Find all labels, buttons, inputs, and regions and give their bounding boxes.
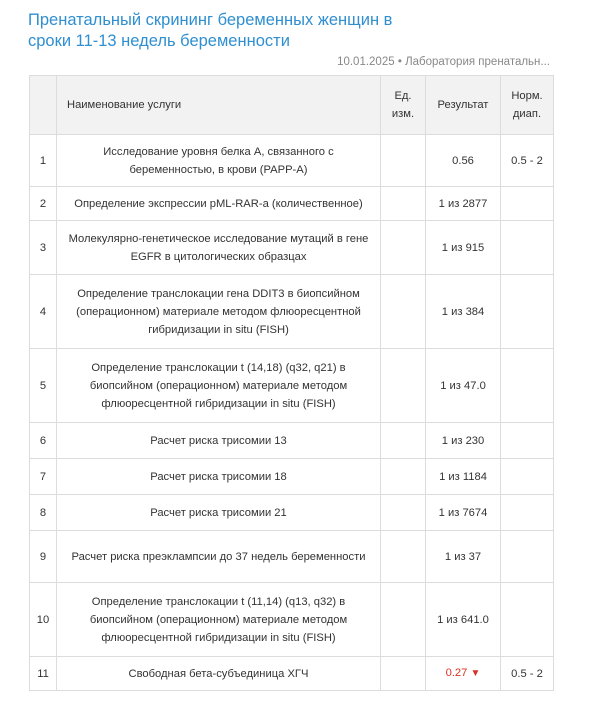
unit-cell [381, 349, 426, 423]
service-name: Расчет риска трисомии 13 [57, 423, 381, 459]
result-value: 1 из 384 [441, 305, 485, 318]
row-number: 3 [30, 221, 57, 275]
service-name: Свободная бета-субъединица ХГЧ [57, 657, 381, 691]
result-cell [426, 135, 501, 187]
service-name: Определение транслокации гена DDIT3 в биопсийном (операционном) материале методом флюоресцентной гибридизации in situ (FISH) [57, 275, 381, 349]
result-value: 0.27 [445, 667, 468, 679]
result-cell [426, 349, 501, 423]
row-number: 9 [30, 531, 57, 583]
header-name: Наименование услуги [57, 76, 381, 135]
laboratory-name[interactable]: Лаборатория пренатальн... [405, 56, 550, 68]
result-value: 1 из 641.0 [437, 613, 489, 626]
header-num [30, 76, 57, 135]
row-number: 4 [30, 275, 57, 349]
service-name: Определение транслокации t (11,14) (q13, q32) в биопсийном (операционном) материале методом флюоресцентной гибридизации in situ (FISH) [57, 583, 381, 657]
unit-cell [381, 531, 426, 583]
normal-range [501, 495, 554, 531]
result-cell [426, 221, 501, 275]
table-row[interactable] [30, 221, 554, 275]
table-body [30, 135, 554, 691]
normal-range [501, 221, 554, 275]
result-cell [426, 583, 501, 657]
result-cell [426, 187, 501, 221]
result-cell [426, 275, 501, 349]
normal-range: 0.5 - 2 [501, 657, 554, 691]
unit-cell [381, 275, 426, 349]
down-triangle-icon: ▼ [470, 668, 481, 679]
row-number: 11 [30, 657, 57, 691]
table-row[interactable] [30, 349, 554, 423]
table-row[interactable] [30, 187, 554, 221]
meta-separator: • [397, 56, 402, 68]
result-value: 1 из 1184 [439, 470, 487, 483]
normal-range: 0.5 - 2 [501, 135, 554, 187]
unit-cell [381, 583, 426, 657]
table-row[interactable] [30, 495, 554, 531]
normal-range [501, 531, 554, 583]
header-unit: Ед. изм. [381, 76, 426, 135]
result-value: 0.56 [452, 154, 474, 167]
service-name: Определение экспрессии pML-RAR-a (количественное) [57, 187, 381, 221]
row-number: 10 [30, 583, 57, 657]
table-row[interactable] [30, 583, 554, 657]
result-value: 1 из 37 [444, 550, 482, 563]
page-title: Пренатальный скрининг беременных женщин в сроки 11-13 недель беременности [28, 11, 393, 50]
service-name: Исследование уровня белка А, связанного с беременностью, в крови (PAPP-A) [57, 135, 381, 187]
row-number: 7 [30, 459, 57, 495]
result-cell [426, 495, 501, 531]
service-name: Определение транслокации t (14,18) (q32, q21) в биопсийном (операционном) материале методом флюоресцентной гибридизации in situ (FISH) [57, 349, 381, 423]
unit-cell [381, 459, 426, 495]
result-value: 1 из 7674 [438, 506, 488, 519]
unit-cell [381, 423, 426, 459]
service-name: Расчет риска трисомии 21 [57, 495, 381, 531]
unit-cell [381, 221, 426, 275]
table-row[interactable] [30, 657, 554, 691]
header-result: Результат [426, 76, 501, 135]
table-row[interactable] [30, 459, 554, 495]
table-row[interactable] [30, 531, 554, 583]
service-name: Расчет риска трисомии 18 [57, 459, 381, 495]
result-value: 1 из 2877 [438, 197, 488, 210]
row-number: 8 [30, 495, 57, 531]
row-number: 5 [30, 349, 57, 423]
normal-range [501, 583, 554, 657]
service-name: Расчет риска преэклампсии до 37 недель беременности [57, 531, 381, 583]
result-value: 1 из 47.0 [440, 379, 486, 392]
service-name: Молекулярно-генетическое исследование мутаций в гене EGFR в цитологических образцах [57, 221, 381, 275]
header-range: Норм. диап. [501, 76, 554, 135]
unit-cell [381, 657, 426, 691]
row-number: 6 [30, 423, 57, 459]
table-header-row [30, 76, 554, 135]
normal-range [501, 187, 554, 221]
normal-range [501, 459, 554, 495]
normal-range [501, 349, 554, 423]
table-row[interactable] [30, 275, 554, 349]
report-date: 10.01.2025 [337, 56, 395, 68]
row-number: 1 [30, 135, 57, 187]
normal-range [501, 275, 554, 349]
result-value: 1 из 230 [441, 434, 485, 447]
table-row[interactable] [30, 135, 554, 187]
result-cell [426, 531, 501, 583]
report-meta [337, 56, 550, 68]
results-table [29, 75, 554, 691]
result-value: 1 из 915 [441, 241, 485, 254]
unit-cell [381, 495, 426, 531]
result-cell [426, 459, 501, 495]
result-cell [426, 657, 501, 691]
result-cell [426, 423, 501, 459]
normal-range [501, 423, 554, 459]
unit-cell [381, 187, 426, 221]
row-number: 2 [30, 187, 57, 221]
unit-cell [381, 135, 426, 187]
table-row[interactable] [30, 423, 554, 459]
